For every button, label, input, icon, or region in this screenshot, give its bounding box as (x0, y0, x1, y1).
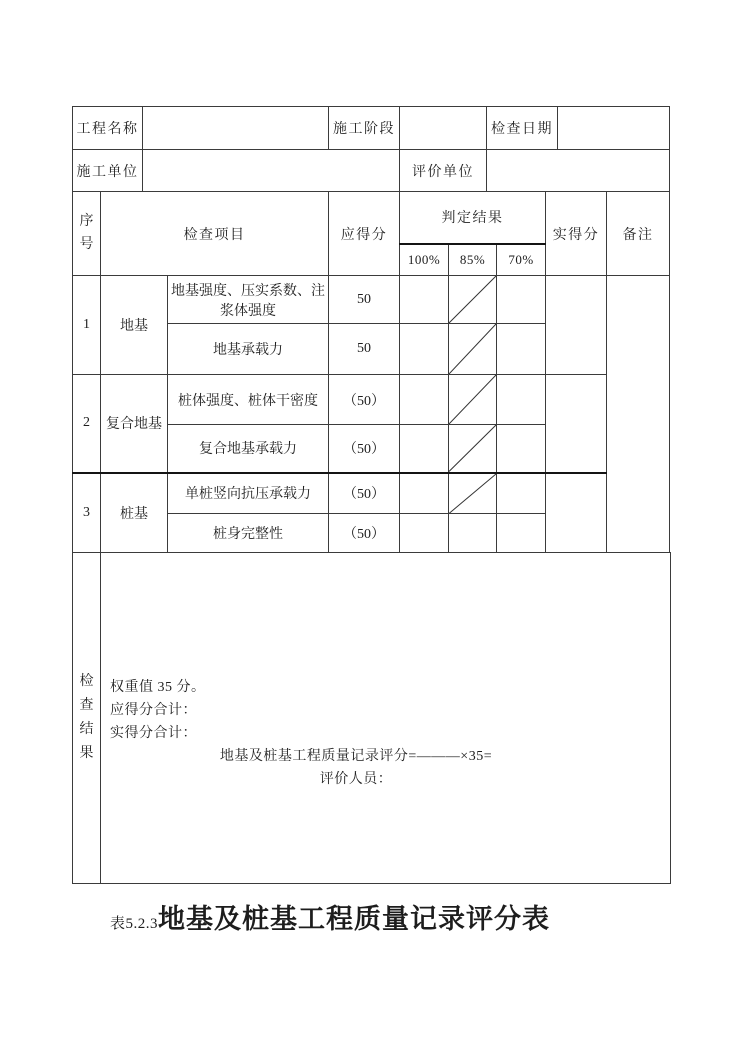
item-name: 桩体强度、桩体干密度 (168, 375, 329, 425)
judgment-85-cell (449, 425, 497, 473)
check-date-label: 检查日期 (487, 107, 558, 150)
item-due-score: （50） (329, 425, 400, 473)
item-name: 地基强度、压实系数、注浆体强度 (168, 276, 329, 324)
item-due-score: 50 (329, 276, 400, 324)
judgment-85-header: 85% (449, 244, 497, 276)
table-title: 地基及桩基工程质量记录评分表 (158, 904, 551, 934)
item-due-score: （50） (329, 473, 400, 514)
judgment-85-cell (449, 276, 497, 324)
judgment-70-cell (497, 324, 546, 375)
judgment-70-cell (497, 425, 546, 473)
row-category: 地基 (101, 276, 168, 375)
row-category: 桩基 (101, 473, 168, 553)
main-table (72, 191, 670, 553)
result-content (101, 553, 671, 884)
contractor-label: 施工单位 (73, 150, 143, 192)
evaluator-value (487, 150, 670, 192)
judgment-85-cell (449, 324, 497, 375)
row-no: 1 (73, 276, 101, 375)
item-due-score: （50） (329, 375, 400, 425)
info-table (72, 106, 670, 192)
remark-header: 备注 (607, 192, 670, 276)
judgment-header: 判定结果 (400, 192, 546, 244)
evaluator-sign-label: 评价人员： (319, 772, 393, 787)
item-due-score: 50 (329, 324, 400, 375)
judgment-85-cell (449, 375, 497, 425)
diagonal-slash-icon (449, 474, 496, 514)
due-score-header: 应得分 (329, 192, 400, 276)
contractor-value (143, 150, 400, 192)
judgment-100-cell (400, 514, 449, 553)
judgment-100-header: 100% (400, 244, 449, 276)
project-name-value (143, 107, 329, 150)
stage-label: 施工阶段 (329, 107, 400, 150)
judgment-70-header: 70% (497, 244, 546, 276)
actual-total-line: 实得分合计： (110, 726, 197, 741)
diagonal-slash-icon (449, 425, 496, 472)
remark-cell (607, 276, 670, 553)
actual-score-cell (546, 473, 607, 553)
row-no: 2 (73, 375, 101, 473)
project-name-label: 工程名称 (73, 107, 143, 150)
score-form (72, 106, 670, 884)
weight-value-line: 权重值 35 分。 (110, 680, 206, 695)
row-category: 复合地基 (101, 375, 168, 473)
table-caption (110, 897, 550, 936)
diagonal-slash-icon (449, 324, 496, 374)
item-name: 单桩竖向抗压承载力 (168, 473, 329, 514)
summary-table (72, 552, 671, 884)
due-total-line: 应得分合计： (110, 703, 197, 718)
diagonal-slash-icon (449, 276, 496, 323)
actual-score-cell (546, 276, 607, 375)
judgment-70-cell (497, 276, 546, 324)
judgment-70-cell (497, 473, 546, 514)
check-date-value (558, 107, 670, 150)
item-name: 地基承载力 (168, 324, 329, 375)
row-no: 3 (73, 473, 101, 553)
actual-score-header: 实得分 (546, 192, 607, 276)
items-header: 检查项目 (101, 192, 329, 276)
judgment-100-cell (400, 473, 449, 514)
judgment-70-cell (497, 375, 546, 425)
result-side-label: 检查结果 (73, 553, 101, 884)
item-due-score: （50） (329, 514, 400, 553)
diagonal-slash-icon (449, 375, 496, 424)
evaluator-label: 评价单位 (400, 150, 487, 192)
seq-header: 序号 (73, 192, 101, 276)
judgment-100-cell (400, 276, 449, 324)
judgment-85-cell (449, 514, 497, 553)
item-name: 桩身完整性 (168, 514, 329, 553)
judgment-70-cell (497, 514, 546, 553)
judgment-100-cell (400, 375, 449, 425)
judgment-100-cell (400, 324, 449, 375)
item-name: 复合地基承载力 (168, 425, 329, 473)
score-formula: 地基及桩基工程质量记录评分=———×35= (219, 749, 493, 764)
stage-value (400, 107, 487, 150)
judgment-85-cell (449, 473, 497, 514)
actual-score-cell (546, 375, 607, 473)
judgment-100-cell (400, 425, 449, 473)
table-number: 表5.2.3 (110, 916, 159, 932)
